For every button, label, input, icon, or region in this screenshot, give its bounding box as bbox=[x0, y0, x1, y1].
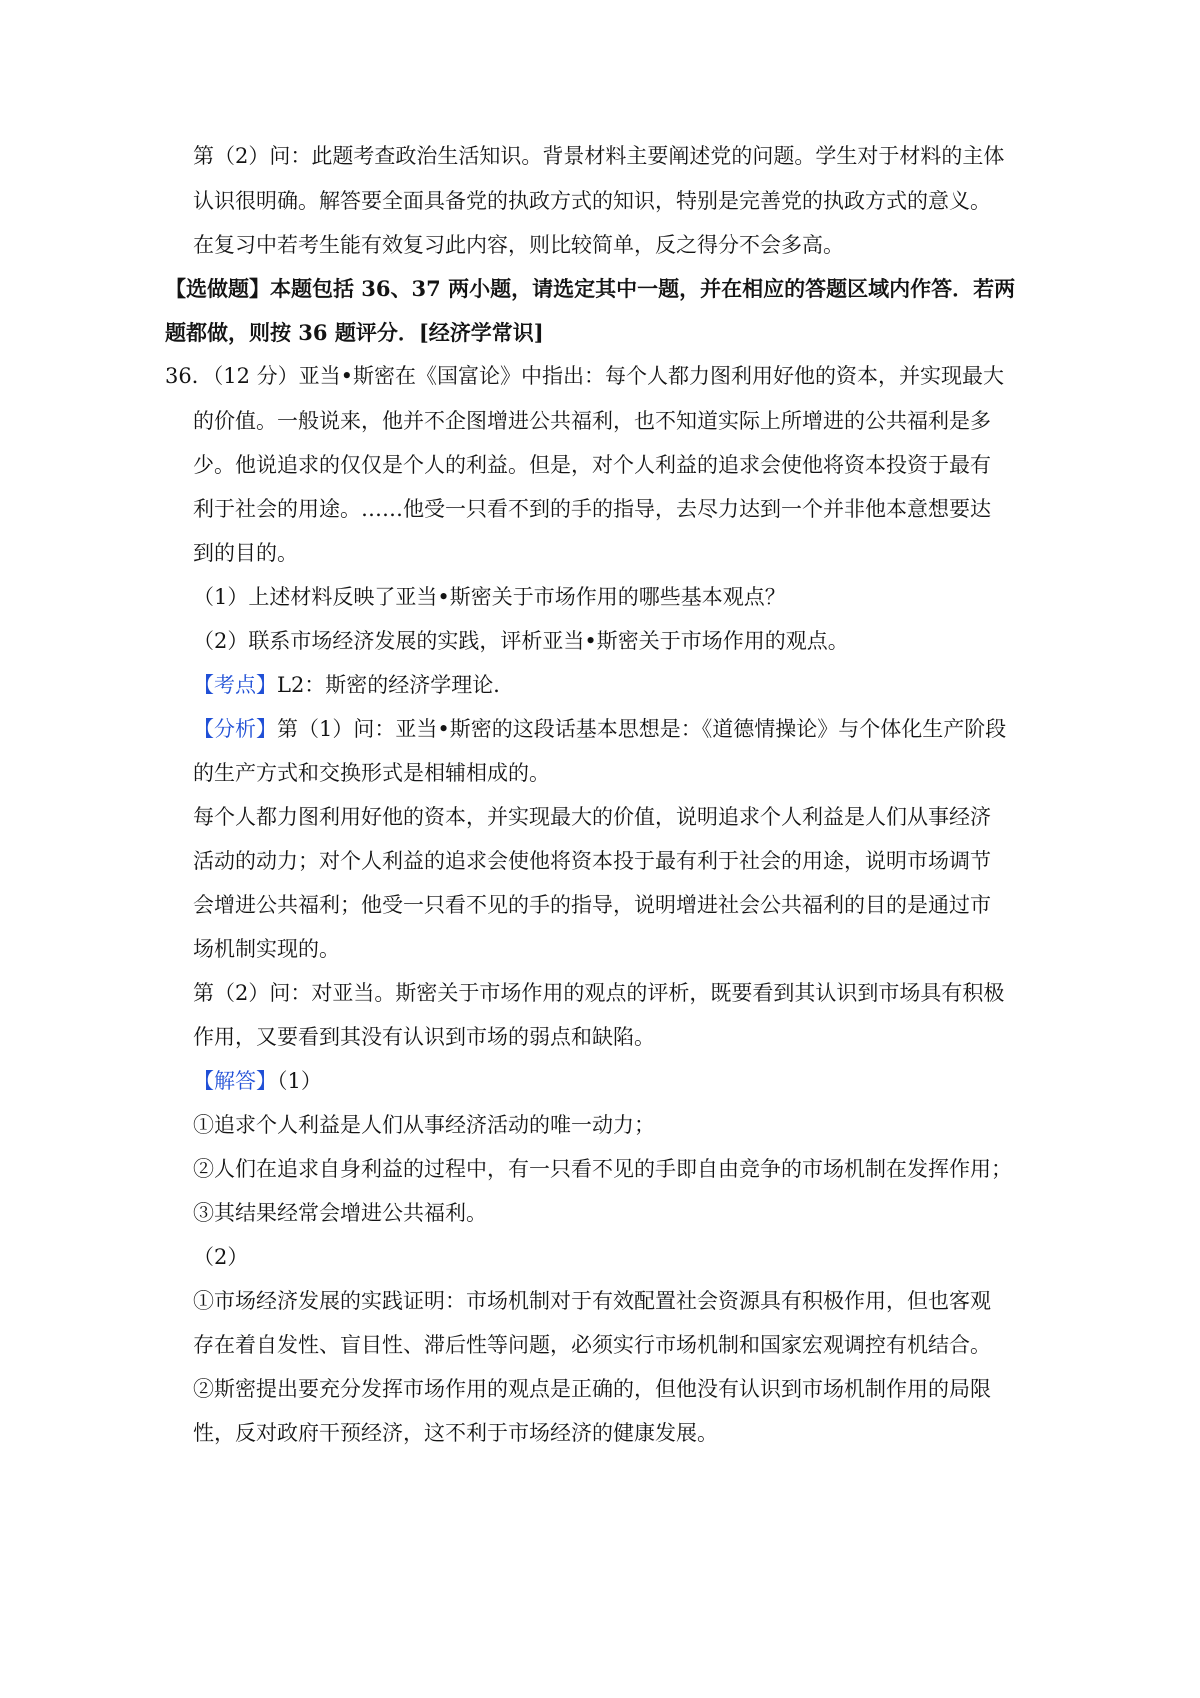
question-stem-line: 的价值。一般说来，他并不企图增进公共福利，也不知道实际上所增进的公共福利是多 bbox=[193, 409, 991, 433]
jieda-line bbox=[193, 1058, 322, 1105]
prev-analysis-line: 第（2）问：此题考查政治生活知识。背景材料主要阐述党的问题。学生对于材料的主体 bbox=[193, 144, 1005, 168]
fenxi-line: 场机制实现的。 bbox=[193, 937, 340, 961]
fenxi-line: 的生产方式和交换形式是相辅相成的。 bbox=[193, 761, 550, 785]
jieda-line: ②斯密提出要充分发挥市场作用的观点是正确的，但他没有认识到市场机制作用的局限 bbox=[193, 1377, 991, 1401]
fenxi-line: 每个人都力图利用好他的资本，并实现最大的价值，说明追求个人利益是人们从事经济 bbox=[193, 805, 991, 829]
jieda-line: （2） bbox=[193, 1245, 249, 1269]
sub-question-2: （2）联系市场经济发展的实践，评析亚当•斯密关于市场作用的观点。 bbox=[193, 629, 849, 653]
fenxi-line: 活动的动力；对个人利益的追求会使他将资本投于最有利于社会的用途，说明市场调节 bbox=[193, 849, 991, 873]
jieda-text: （1） bbox=[277, 1069, 322, 1093]
jieda-tag: 【解答】 bbox=[193, 1069, 277, 1093]
question-stem-line: 少。他说追求的仅仅是个人的利益。但是，对个人利益的追求会使他将资本投资于最有 bbox=[193, 453, 991, 477]
jieda-line: ①市场经济发展的实践证明：市场机制对于有效配置社会资源具有积极作用，但也客观 bbox=[193, 1289, 991, 1313]
question-stem-line: 到的目的。 bbox=[193, 541, 298, 565]
kaodian-tag: 【考点】 bbox=[193, 673, 277, 697]
elective-instruction-line: 【选做题】本题包括 36、37 两小题，请选定其中一题，并在相应的答题区域内作答．若两 bbox=[165, 276, 1016, 301]
fenxi-text: 第（1）问：亚当•斯密的这段话基本思想是：《道德情操论》与个体化生产阶段 bbox=[277, 717, 1007, 741]
fenxi-tag: 【分析】 bbox=[193, 717, 277, 741]
question-stem-line: 36．（12 分）亚当•斯密在《国富论》中指出：每个人都力图利用好他的资本，并实现最大 bbox=[165, 364, 1005, 388]
jieda-line: 存在着自发性、盲目性、滞后性等问题，必须实行市场机制和国家宏观调控有机结合。 bbox=[193, 1333, 991, 1357]
jieda-line: ②人们在追求自身利益的过程中，有一只看不见的手即自由竞争的市场机制在发挥作用； bbox=[193, 1157, 1012, 1181]
fenxi-line: 作用，又要看到其没有认识到市场的弱点和缺陷。 bbox=[193, 1025, 655, 1049]
prev-analysis-line: 在复习中若考生能有效复习此内容，则比较简单，反之得分不会多高。 bbox=[193, 233, 844, 257]
elective-instruction-line: 题都做，则按 36 题评分．[经济学常识] bbox=[165, 320, 544, 345]
sub-question-1: （1）上述材料反映了亚当•斯密关于市场作用的哪些基本观点？ bbox=[193, 585, 786, 609]
jieda-line: 性，反对政府干预经济，这不利于市场经济的健康发展。 bbox=[193, 1421, 718, 1445]
question-stem-line: 利于社会的用途。……他受一只看不到的手的指导，去尽力达到一个并非他本意想要达 bbox=[193, 497, 991, 521]
fenxi-line: 会增进公共福利；他受一只看不见的手的指导，说明增进社会公共福利的目的是通过市 bbox=[193, 893, 991, 917]
fenxi-line: 第（2）问：对亚当。斯密关于市场作用的观点的评析，既要看到其认识到市场具有积极 bbox=[193, 981, 1005, 1005]
jieda-line: ①追求个人利益是人们从事经济活动的唯一动力； bbox=[193, 1113, 655, 1137]
kaodian-line bbox=[193, 662, 514, 709]
kaodian-text: L2：斯密的经济学理论． bbox=[277, 673, 515, 697]
jieda-line: ③其结果经常会增进公共福利。 bbox=[193, 1201, 487, 1225]
fenxi-line bbox=[193, 706, 1006, 753]
prev-analysis-line: 认识很明确。解答要全面具备党的执政方式的知识，特别是完善党的执政方式的意义。 bbox=[193, 189, 991, 213]
